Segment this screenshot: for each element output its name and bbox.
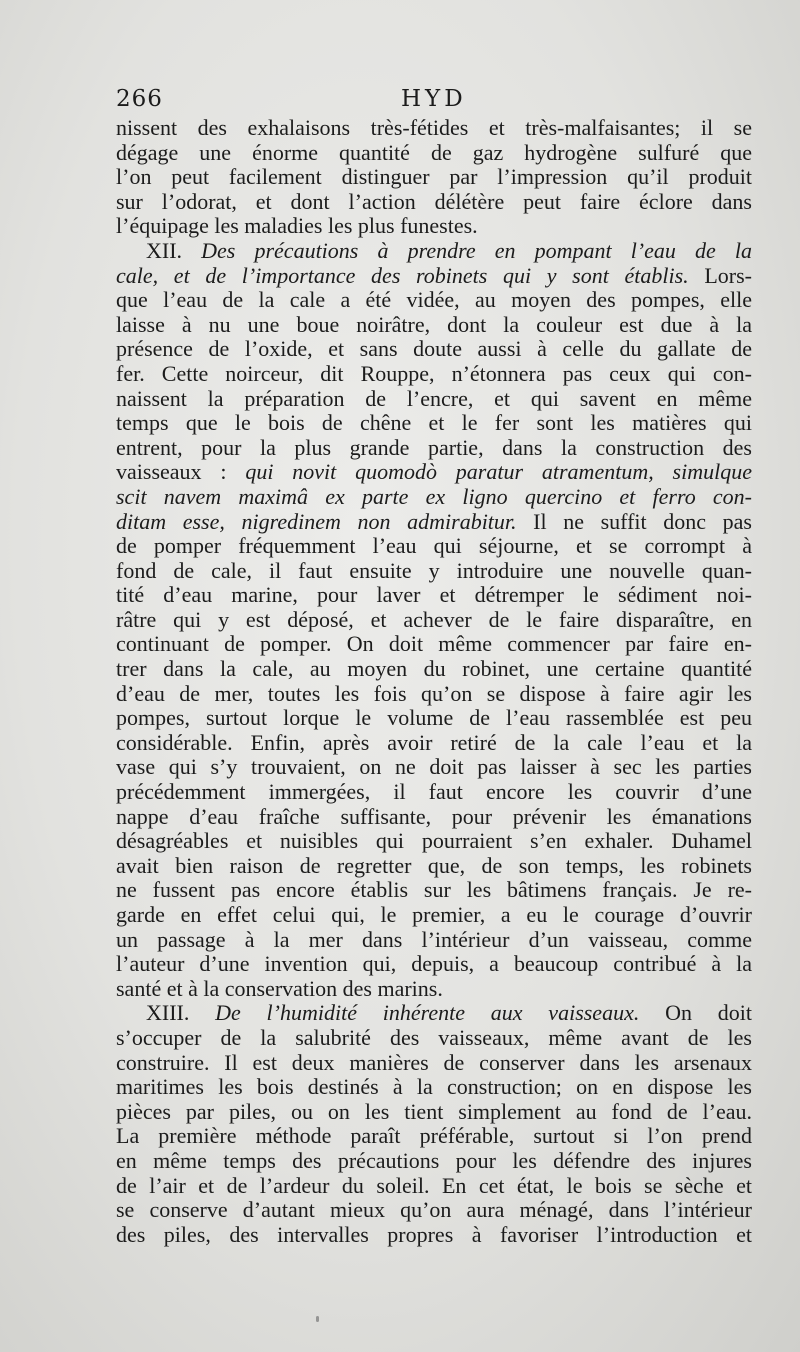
text-line xyxy=(116,755,752,780)
text-line xyxy=(116,1001,752,1026)
text-run: sur l’odorat, et dont l’action délétère peut faire éclore dans xyxy=(116,189,752,214)
text-run: entrent, pour la plus grande partie, dans la construction des xyxy=(116,435,752,460)
text-line xyxy=(116,510,752,535)
text-run: de l’air et de l’ardeur du soleil. En cet état, le bois se sèche et xyxy=(116,1173,752,1198)
text-line xyxy=(116,559,752,584)
text-run: nissent des exhalaisons très-fétides et très-malfaisantes; il se xyxy=(116,116,752,140)
text-line xyxy=(116,1198,752,1223)
text-line xyxy=(116,1124,752,1149)
text-line xyxy=(116,337,752,362)
text-run: laisse à nu une boue noirâtre, dont la couleur est due à la xyxy=(116,312,752,337)
text-line xyxy=(116,1149,752,1174)
text-line xyxy=(116,1223,752,1248)
text-run: s’occuper de la salubrité des vaisseaux, même avant de les xyxy=(116,1025,752,1050)
text-line xyxy=(116,903,752,928)
text-line xyxy=(116,239,752,264)
text-run: l’on peut facilement distinguer par l’impression qu’il produit xyxy=(116,165,752,190)
text-run: vaisseaux : xyxy=(116,460,246,485)
text-run: vase qui s’y trouvaient, on ne doit pas laisser à sec les parties xyxy=(116,755,752,780)
text-run: considérable. Enfin, après avoir retiré de la cale l’eau et la xyxy=(116,730,752,755)
italic-run: scit navem maximâ ex parte ex ligno quercino et ferro con- xyxy=(116,484,752,509)
text-line xyxy=(116,952,752,977)
running-title: HYD xyxy=(401,86,467,112)
text-run: La première méthode paraît préférable, surtout si l’on prend xyxy=(116,1124,752,1149)
italic-run: qui novit quomodò paratur atramentum, simulque xyxy=(245,460,752,485)
text-run: santé et à la conservation des marins. xyxy=(116,976,443,1001)
paper-speck xyxy=(316,1316,319,1322)
text-run: de pomper fréquemment l’eau qui séjourne, et se corrompt à xyxy=(116,534,752,559)
text-line xyxy=(116,116,752,141)
text-run: XII. xyxy=(146,238,202,263)
text-run: désagréables et nuisibles qui pourraient s’en exhaler. Duhamel xyxy=(116,829,752,854)
text-line xyxy=(116,485,752,510)
text-line xyxy=(116,583,752,608)
text-line xyxy=(116,608,752,633)
text-line xyxy=(116,214,752,239)
text-line xyxy=(116,387,752,412)
text-line xyxy=(116,411,752,436)
text-line xyxy=(116,780,752,805)
text-run: tité d’eau marine, pour laver et détremper le sédiment noi- xyxy=(116,583,752,608)
italic-run: De l’humidité inhérente aux vaisseaux. xyxy=(215,1001,640,1026)
italic-run: ditam esse, nigredinem non admirabitur. xyxy=(116,509,517,534)
text-run: fer. Cette noirceur, dit Rouppe, n’étonnera pas ceux qui con- xyxy=(116,361,752,386)
text-run: nappe d’eau fraîche suffisante, pour prévenir les émanations xyxy=(116,804,752,829)
text-line xyxy=(116,829,752,854)
text-line xyxy=(116,1051,752,1076)
page-number: 266 xyxy=(116,86,163,112)
text-line xyxy=(116,657,752,682)
text-line xyxy=(116,878,752,903)
text-line xyxy=(116,436,752,461)
text-run: un passage à la mer dans l’intérieur d’un vaisseau, comme xyxy=(116,927,752,952)
text-run: dégage une énorme quantité de gaz hydrogène sulfuré que xyxy=(116,140,752,165)
text-run: l’équipage les maladies les plus funestes. xyxy=(116,214,478,239)
text-run: pièces par piles, ou on les tient simplement au fond de l’eau. xyxy=(116,1099,752,1124)
text-line xyxy=(116,805,752,830)
text-line xyxy=(116,682,752,707)
text-run: garde en effet celui qui, le premier, a eu le courage d’ouvrir xyxy=(116,903,752,927)
text-line xyxy=(116,362,752,387)
text-run: précédemment immergées, il faut encore les couvrir d’une xyxy=(116,780,752,805)
text-run: l’auteur d’une invention qui, depuis, a beaucoup contribué à la xyxy=(116,952,752,977)
text-line xyxy=(116,928,752,953)
text-line xyxy=(116,534,752,559)
text-run: pompes, surtout lorque le volume de l’eau rassemblée est peu xyxy=(116,706,752,731)
text-run: Lors- xyxy=(688,263,752,288)
text-run: d’eau de mer, toutes les fois qu’on se dispose à faire agir les xyxy=(116,681,752,706)
text-line xyxy=(116,731,752,756)
text-line xyxy=(116,460,752,485)
body-text xyxy=(116,116,752,1247)
text-run: des piles, des intervalles propres à favoriser l’introduction et xyxy=(116,1222,752,1247)
text-run: fond de cale, il faut ensuite y introduire une nouvelle quan- xyxy=(116,558,752,583)
text-run: XIII. xyxy=(146,1001,216,1026)
text-line xyxy=(116,1174,752,1199)
text-line xyxy=(116,190,752,215)
text-run: en même temps des précautions pour les défendre des injures xyxy=(116,1148,752,1173)
text-line xyxy=(116,313,752,338)
text-line xyxy=(116,854,752,879)
text-run: continuant de pomper. On doit même commencer par faire en- xyxy=(116,632,752,657)
italic-run: Des précautions à prendre en pompant l’eau de la xyxy=(201,238,752,263)
text-run: que l’eau de la cale a été vidée, au moyen des pompes, elle xyxy=(116,288,752,313)
text-run: avait bien raison de regretter que, de son temps, les robinets xyxy=(116,853,752,878)
text-line xyxy=(116,1026,752,1051)
text-run: maritimes les bois destinés à la construction; on en dispose les xyxy=(116,1075,752,1100)
text-run: présence de l’oxide, et sans doute aussi à celle du gallate de xyxy=(116,337,752,362)
text-run: construire. Il est deux manières de conserver dans les arsenaux xyxy=(116,1050,752,1075)
text-run: râtre qui y est déposé, et achever de le faire disparaître, en xyxy=(116,607,752,632)
text-run: trer dans la cale, au moyen du robinet, une certaine quantité xyxy=(116,657,752,682)
text-line xyxy=(116,977,752,1002)
italic-run: cale, et de l’importance des robinets qui y sont établis. xyxy=(116,263,689,288)
text-line xyxy=(116,632,752,657)
text-run: On doit xyxy=(639,1001,752,1026)
text-line xyxy=(116,1100,752,1125)
text-line xyxy=(116,1075,752,1100)
text-run: se conserve d’autant mieux qu’on aura ménagé, dans l’intérieur xyxy=(116,1198,752,1223)
text-line xyxy=(116,141,752,166)
text-run: temps que le bois de chêne et le fer sont les matières qui xyxy=(116,411,752,436)
running-head xyxy=(116,86,752,116)
text-line xyxy=(116,288,752,313)
text-run: Il ne suffit donc pas xyxy=(516,509,752,534)
text-line xyxy=(116,706,752,731)
text-line xyxy=(116,264,752,289)
text-line xyxy=(116,165,752,190)
text-run: naissent la préparation de l’encre, et qui savent en même xyxy=(116,386,752,411)
text-run: ne fussent pas encore établis sur les bâtimens français. Je re- xyxy=(116,878,752,903)
